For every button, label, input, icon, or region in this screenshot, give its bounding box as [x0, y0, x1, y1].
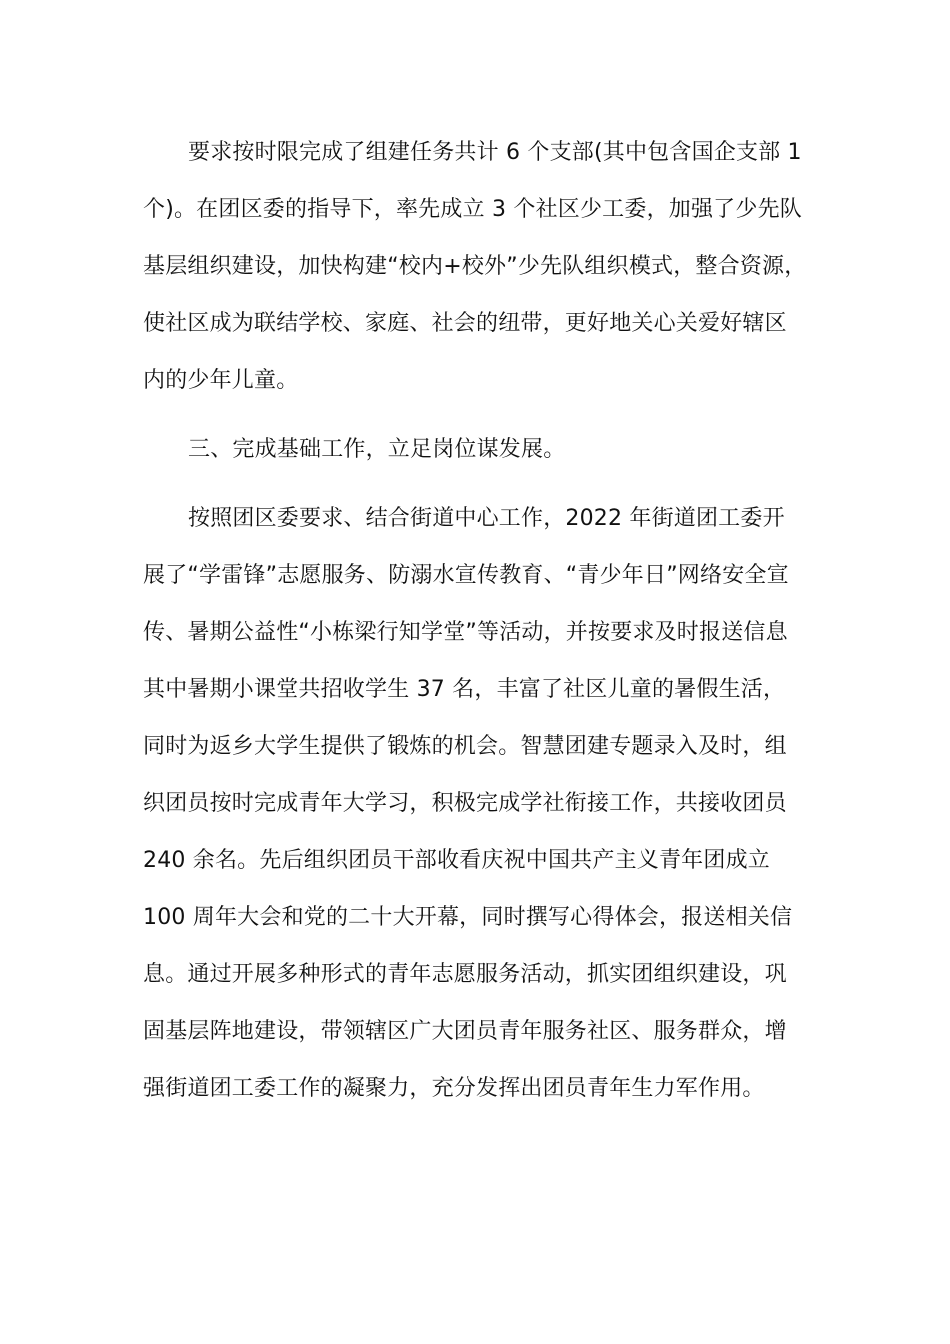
paragraph-line: 同时为返乡大学生提供了锻炼的机会。智慧团建专题录入及时，组: [143, 734, 787, 759]
paragraph-line: 其中暑期小课堂共招收学生 37 名，丰富了社区儿童的暑假生活，: [143, 677, 786, 702]
paragraph-3: [143, 490, 833, 1117]
paragraph-line: 基层组织建设，加快构建“校内+校外”少先队组织模式，整合资源，: [143, 254, 807, 279]
paragraph-line: 内的少年儿童。: [143, 368, 299, 393]
paragraph-line: 传、暑期公益性“小栋梁行知学堂”等活动，并按要求及时报送信息: [143, 620, 788, 645]
paragraph-line: 按照团区委要求、结合街道中心工作，2022 年街道团工委开: [188, 506, 785, 531]
paragraph-line: 使社区成为联结学校、家庭、社会的纽带，更好地关心关爱好辖区: [143, 311, 787, 336]
paragraph-line: 要求按时限完成了组建任务共计 6 个支部(其中包含国企支部 1: [188, 140, 802, 165]
paragraph-spacer: [143, 478, 833, 490]
paragraph-line: 息。通过开展多种形式的青年志愿服务活动，抓实团组织建设，巩: [143, 962, 787, 987]
paragraph-line: 强街道团工委工作的凝聚力，充分发挥出团员青年生力军作用。: [143, 1076, 765, 1101]
paragraph-line: 个)。在团区委的指导下，率先成立 3 个社区少工委，加强了少先队: [143, 197, 802, 222]
paragraph-line: 240 余名。先后组织团员干部收看庆祝中国共产主义青年团成立: [143, 848, 770, 873]
document-body: [143, 124, 833, 1117]
heading-line: 三、完成基础工作，立足岗位谋发展。: [188, 437, 566, 462]
paragraph-spacer: [143, 409, 833, 421]
paragraph-line: 100 周年大会和党的二十大开幕，同时撰写心得体会，报送相关信: [143, 905, 793, 930]
paragraph-1: [143, 124, 833, 409]
paragraph-line: 固基层阵地建设，带领辖区广大团员青年服务社区、服务群众，增: [143, 1019, 787, 1044]
paragraph-line: 织团员按时完成青年大学习，积极完成学社衔接工作，共接收团员: [143, 791, 787, 816]
paragraph-line: 展了“学雷锋”志愿服务、防溺水宣传教育、“青少年日”网络安全宣: [143, 563, 789, 588]
section-heading: [143, 421, 833, 478]
